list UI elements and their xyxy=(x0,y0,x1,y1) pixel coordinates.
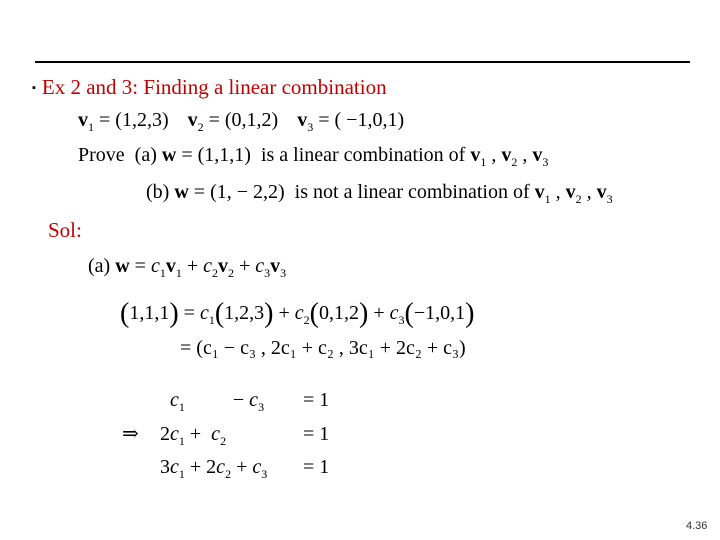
prove-a-text: is a linear combination of xyxy=(260,144,466,166)
implies-icon: ⇒ xyxy=(122,423,139,445)
v1-value: (1,2,3) xyxy=(115,109,169,131)
solution-label: Sol: xyxy=(48,218,82,242)
component-equation: $(1,1,1) = c_1(1,2,3) + c_2(0,1,2) + c_3(-1,0,1)$ xyxy=(120,298,475,329)
prove-b-line: (b) w = (1, − 2,2) is not a linear combination of $v_1$ , $v_2$ , $v_3$ xyxy=(146,181,613,206)
v3-value: ( −1,0,1) xyxy=(334,109,405,131)
prove-b-text: is not a linear combination of xyxy=(294,181,530,203)
prove-word: Prove xyxy=(78,144,125,166)
title-divider xyxy=(35,61,690,63)
solution-a-label: (a) xyxy=(88,255,111,277)
prove-a-label: (a) xyxy=(134,144,157,166)
lhs-tuple: 1,1,1 xyxy=(129,302,170,324)
v2-tuple: 0,1,2 xyxy=(318,302,359,324)
page-number: 4.36 xyxy=(686,520,708,532)
prove-a-line: Prove (a) w = (1,1,1) is a linear combination of $v_1$ , $v_2$ , $v_3$ xyxy=(78,144,549,169)
prove-b-w: (1, − 2,2) xyxy=(210,181,285,203)
system-row-1-rhs: = 1 xyxy=(303,389,330,411)
given-vectors: $v_1 = (1,2,3) v_2 = (0,1,2) v_3$ = ( −1,0,1) xyxy=(78,109,405,134)
expanded-equation: = (c₁ − c₃ , 2c₁ + c₂ , 3c₁ + 2c₂ + c₃) xyxy=(180,337,466,359)
system-row-1-lhs: $c_1 - c_3$ xyxy=(170,389,265,414)
system-row-3-rhs: = 1 xyxy=(303,456,330,478)
bullet-icon: ▪ xyxy=(32,82,36,94)
prove-a-w: (1,1,1) xyxy=(197,144,251,166)
prove-b-label: (b) xyxy=(146,181,170,203)
solution-a-line: (a) $w = c_1v_1 + c_2v_2 + c_3v_3$ xyxy=(88,255,287,280)
system-row-2-lhs: $2c_1 + c_2$ xyxy=(160,423,227,448)
v1-tuple: 1,2,3 xyxy=(224,302,265,324)
slide-title xyxy=(32,75,387,100)
v2-value: (0,1,2) xyxy=(224,109,279,131)
v3-tuple: −1,0,1 xyxy=(413,302,466,324)
system-row-3-lhs: $3c_1 + 2c_2 + c_3$ xyxy=(160,456,268,481)
slide-title-text: Ex 2 and 3: Finding a linear combination xyxy=(41,75,387,99)
system-row-2-rhs: = 1 xyxy=(303,423,330,445)
